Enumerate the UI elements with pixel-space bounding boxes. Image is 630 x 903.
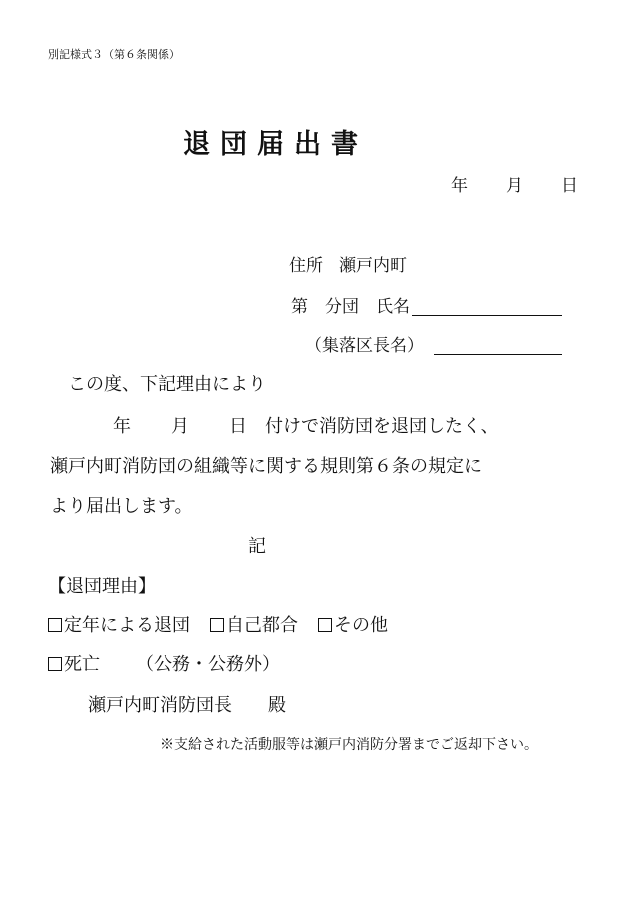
reason-other-label: その他 <box>334 615 388 636</box>
body-line-1: この度、下記理由により <box>68 374 266 395</box>
addressee-title: 瀬戸内町消防団長 <box>88 695 232 716</box>
checkbox[interactable] <box>210 618 224 632</box>
reason-personal-label: 自己都合 <box>226 615 298 636</box>
reason-heading: 【退団理由】 <box>48 576 156 597</box>
reason-retirement-age-label: 定年による退団 <box>64 615 190 636</box>
name-field[interactable] <box>412 298 562 316</box>
addressee-honorific: 殿 <box>268 695 286 716</box>
address-value: 瀬戸内町 <box>339 256 407 276</box>
body-line-2 <box>113 418 499 436</box>
body-line-3: 瀬戸内町消防団の組織等に関する規則第６条の規定に <box>50 456 482 477</box>
year-label: 年 <box>451 176 468 196</box>
body-day-label: 日 <box>229 416 247 437</box>
name-label: 氏名 <box>376 297 410 317</box>
name-row <box>291 298 562 316</box>
body-line-2-text: 付けで消防団を退団したく、 <box>265 416 499 437</box>
form-id: 別記様式３（第６条関係） <box>48 48 180 61</box>
reason-row-1 <box>48 617 388 635</box>
reason-retirement-age-option[interactable] <box>48 617 190 635</box>
reason-death-detail: （公務・公務外） <box>136 654 280 675</box>
document-title: 退団届出書 <box>183 129 368 160</box>
body-year-label: 年 <box>113 416 131 437</box>
ki-heading: 記 <box>248 536 266 557</box>
representative-label: （集落区長名） <box>305 336 424 356</box>
checkbox[interactable] <box>48 618 62 632</box>
return-note: ※支給された活動服等は瀬戸内消防分署までご返却下さい。 <box>160 737 538 753</box>
address-label: 住所 <box>289 256 323 276</box>
representative-field[interactable] <box>434 337 562 355</box>
date-line <box>451 178 578 195</box>
reason-row-2 <box>48 656 280 674</box>
checkbox[interactable] <box>48 657 62 671</box>
month-label: 月 <box>506 176 523 196</box>
body-month-label: 月 <box>171 416 189 437</box>
day-label: 日 <box>561 176 578 196</box>
reason-death-label: 死亡 <box>64 654 100 675</box>
addressee <box>88 697 286 715</box>
address-row <box>289 258 407 275</box>
unit-label: 第 分団 <box>291 297 359 317</box>
reason-death-option[interactable] <box>48 656 100 674</box>
reason-other-option[interactable] <box>318 617 388 635</box>
body-line-4: より届出します。 <box>50 496 193 517</box>
checkbox[interactable] <box>318 618 332 632</box>
representative-row <box>305 337 562 355</box>
reason-personal-option[interactable] <box>210 617 298 635</box>
